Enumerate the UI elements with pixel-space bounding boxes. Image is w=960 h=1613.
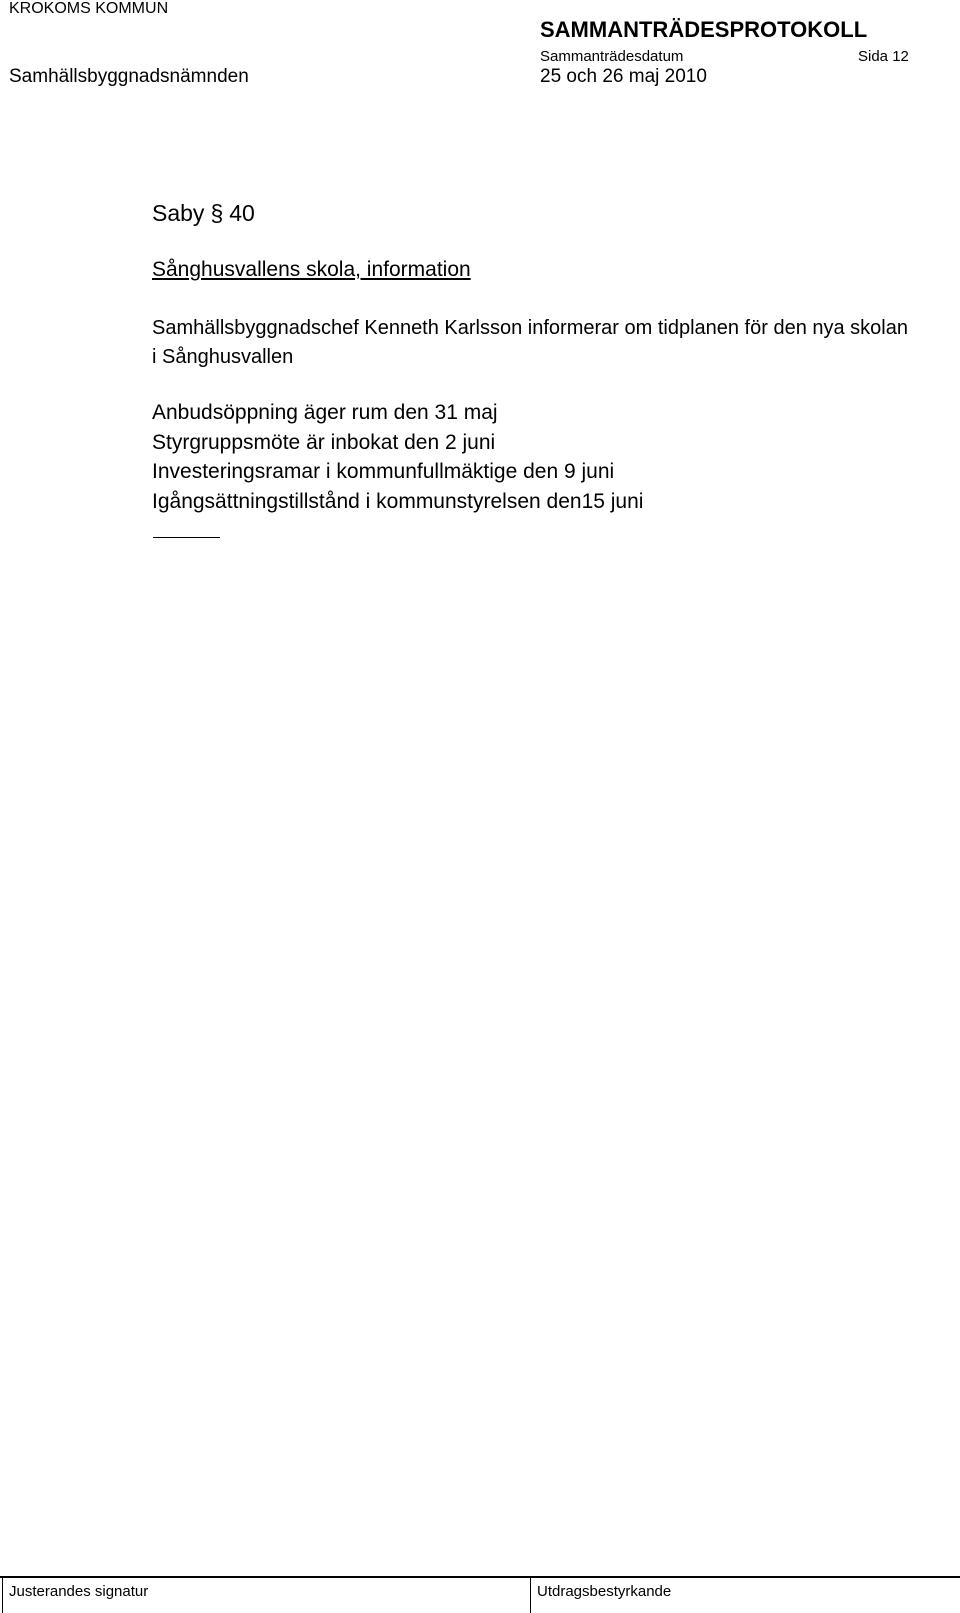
document-type: SAMMANTRÄDESPROTOKOLL [540, 17, 868, 42]
schedule-item: Investeringsramar i kommunfullmäktige den 9 juni [152, 460, 615, 483]
end-of-item-rule [153, 537, 220, 538]
schedule-list [152, 398, 643, 516]
extract-label: Utdragsbestyrkande [537, 1583, 672, 1600]
paragraph-prefix: Saby [152, 200, 205, 226]
meeting-date: 25 och 26 maj 2010 [540, 66, 707, 87]
paragraph-symbol: § [210, 200, 224, 226]
paragraph-number [152, 200, 255, 227]
paragraph-index: 40 [229, 200, 255, 226]
footer-signature-bar [0, 1576, 960, 1611]
schedule-item: Anbudsöppning äger rum den 31 maj [152, 401, 498, 424]
schedule-item: Styrgruppsmöte är inbokat den 2 juni [152, 430, 496, 454]
signature-box [2, 1578, 530, 1613]
schedule-item: Igångsättningstillstånd i kommunstyrelsen den15 juni [152, 489, 644, 513]
item-subject: Sånghusvallens skola, information [152, 258, 471, 281]
page-number: Sida 12 [858, 48, 909, 65]
extract-certification-box [530, 1578, 960, 1613]
organization-name: KROKOMS KOMMUN [9, 0, 169, 17]
meeting-date-label: Sammanträdesdatum [540, 48, 684, 65]
item-intro: Samhällsbyggnadschef Kenneth Karlsson informerar om tidplanen för den nya skolan i Sånghusvallen [152, 317, 908, 368]
signature-label: Justerandes signatur [9, 1583, 149, 1600]
board-name: Samhällsbyggnadsnämnden [9, 66, 249, 87]
